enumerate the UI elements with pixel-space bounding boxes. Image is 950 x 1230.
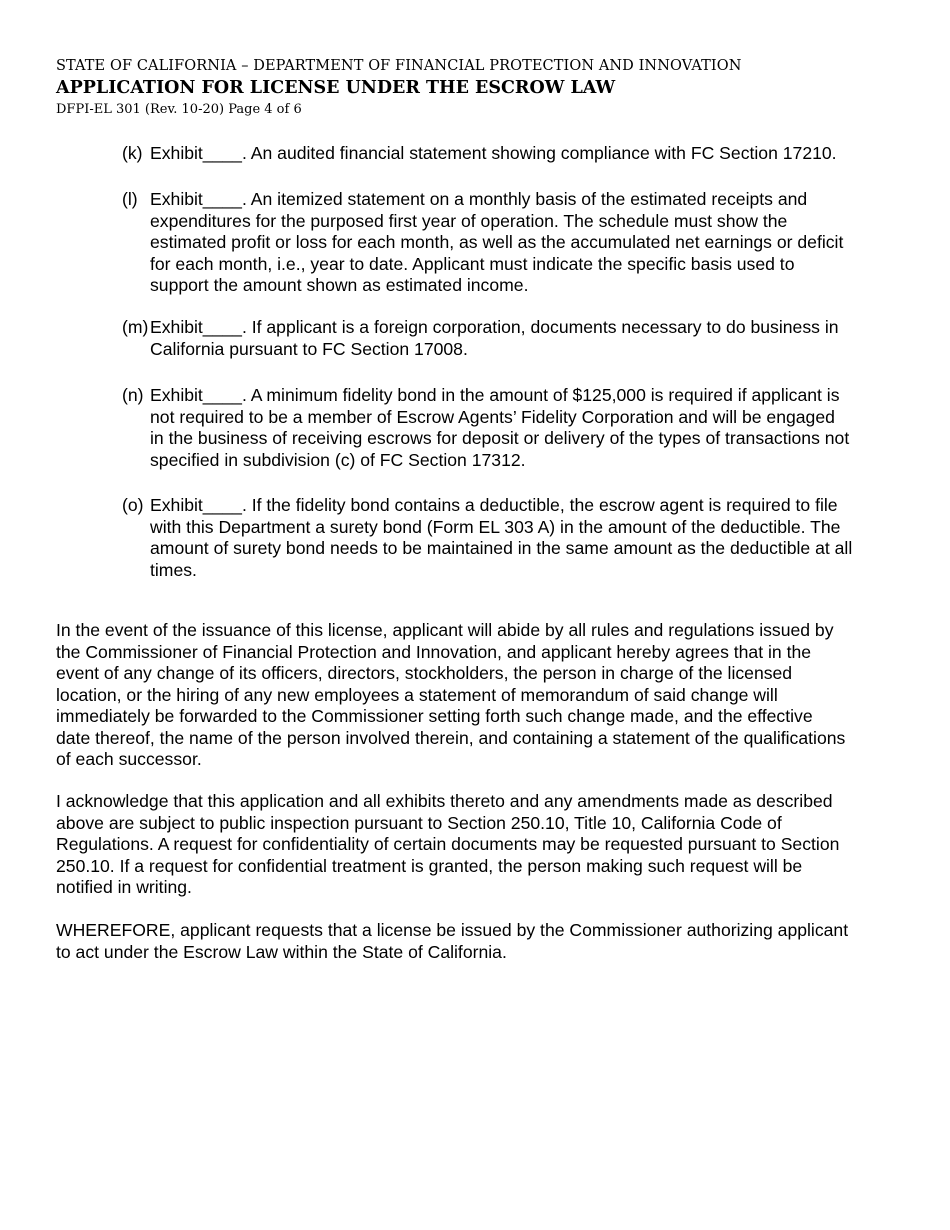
text-line: the Commissioner of Financial Protection and Innovation, and applicant hereby agrees that in the [56,641,812,662]
form-id-page-number: DFPI-EL 301 (Rev. 10-20) Page 4 of 6 [56,102,302,117]
text-line: Exhibit____. An audited financial statement showing compliance with FC Section 17210. [150,143,837,163]
exhibit-letter: (l) [122,189,138,209]
text-line: event of any change of its officers, directors, stockholders, the person in charge of the licensed [56,663,793,683]
exhibit-letter: (m) [122,317,149,337]
text-line: Exhibit____. If applicant is a foreign corporation, documents necessary to do business in [150,317,839,337]
text-line: Regulations. A request for confidentiality of certain documents may be requested pursuant to Section [56,834,840,854]
exhibit-item-k [122,143,912,165]
text-line: location, or the hiring of any new employees a statement of memorandum of said change will [56,684,778,705]
text-line: times. [150,559,197,580]
wherefore-paragraph [56,920,906,963]
exhibit-item-o [122,495,912,581]
text-line: with this Department a surety bond (Form EL 303 A) in the amount of the deductible. The [150,516,841,537]
text-line: above are subject to public inspection pursuant to Section 250.10, Title 10, California Code of [56,812,782,833]
form-title: APPLICATION FOR LICENSE UNDER THE ESCROW LAW [56,78,616,98]
text-line: estimated profit or loss for each month, as well as the accumulated net earnings or deficit [150,232,844,252]
exhibit-letter: (o) [122,495,144,515]
exhibit-text [150,189,912,297]
exhibit-item-l [122,189,912,297]
text-line: specified in subdivision (c) of FC Section 17312. [150,449,526,470]
text-line: notified in writing. [56,877,192,897]
text-line: Exhibit____. A minimum fidelity bond in the amount of $125,000 is required if applicant is [150,385,840,405]
text-line: to act under the Escrow Law within the State of California. [56,941,507,962]
exhibit-text [150,317,912,360]
public-inspection-paragraph [56,791,906,899]
text-line: not required to be a member of Escrow Agents’ Fidelity Corporation and will be engaged [150,406,835,427]
text-line: amount of surety bond needs to be maintained in the same amount as the deductible at all [150,538,853,558]
exhibit-item-m [122,317,912,360]
text-line: 250.10. If a request for confidential treatment is granted, the person making such request will be [56,855,803,876]
exhibit-text [150,385,912,471]
text-line: of each successor. [56,749,202,769]
exhibit-text [150,143,912,165]
exhibit-letter: (n) [122,385,144,405]
text-line: California pursuant to FC Section 17008. [150,338,468,359]
document-header [56,56,741,120]
agency-name: STATE OF CALIFORNIA – DEPARTMENT OF FINANCIAL PROTECTION AND INNOVATION [56,58,742,74]
text-line: in the business of receiving escrows for deposit or delivery of the types of transactions not [150,428,850,448]
exhibit-item-n [122,385,912,471]
text-line: immediately be forwarded to the Commissioner setting forth such change made, and the effective [56,706,813,726]
text-line: Exhibit____. If the fidelity bond contains a deductible, the escrow agent is required to file [150,495,838,515]
text-line: I acknowledge that this application and all exhibits thereto and any amendments made as described [56,791,833,811]
exhibit-letter: (k) [122,143,143,163]
text-line: support the amount shown as estimated income. [150,275,529,295]
text-line: WHEREFORE, applicant requests that a license be issued by the Commissioner authorizing applicant [56,920,849,940]
text-line: Exhibit____. An itemized statement on a monthly basis of the estimated receipts and [150,189,808,209]
text-line: expenditures for the purposed first year of operation. The schedule must show the [150,210,788,231]
text-line: for each month, i.e., year to date. Applicant must indicate the specific basis used to [150,253,795,274]
license-conditions-paragraph [56,620,906,771]
text-line: In the event of the issuance of this license, applicant will abide by all rules and regulations issued by [56,620,834,640]
text-line: date thereof, the name of the person involved therein, and containing a statement of the qualifications [56,727,846,748]
exhibit-text [150,495,912,581]
